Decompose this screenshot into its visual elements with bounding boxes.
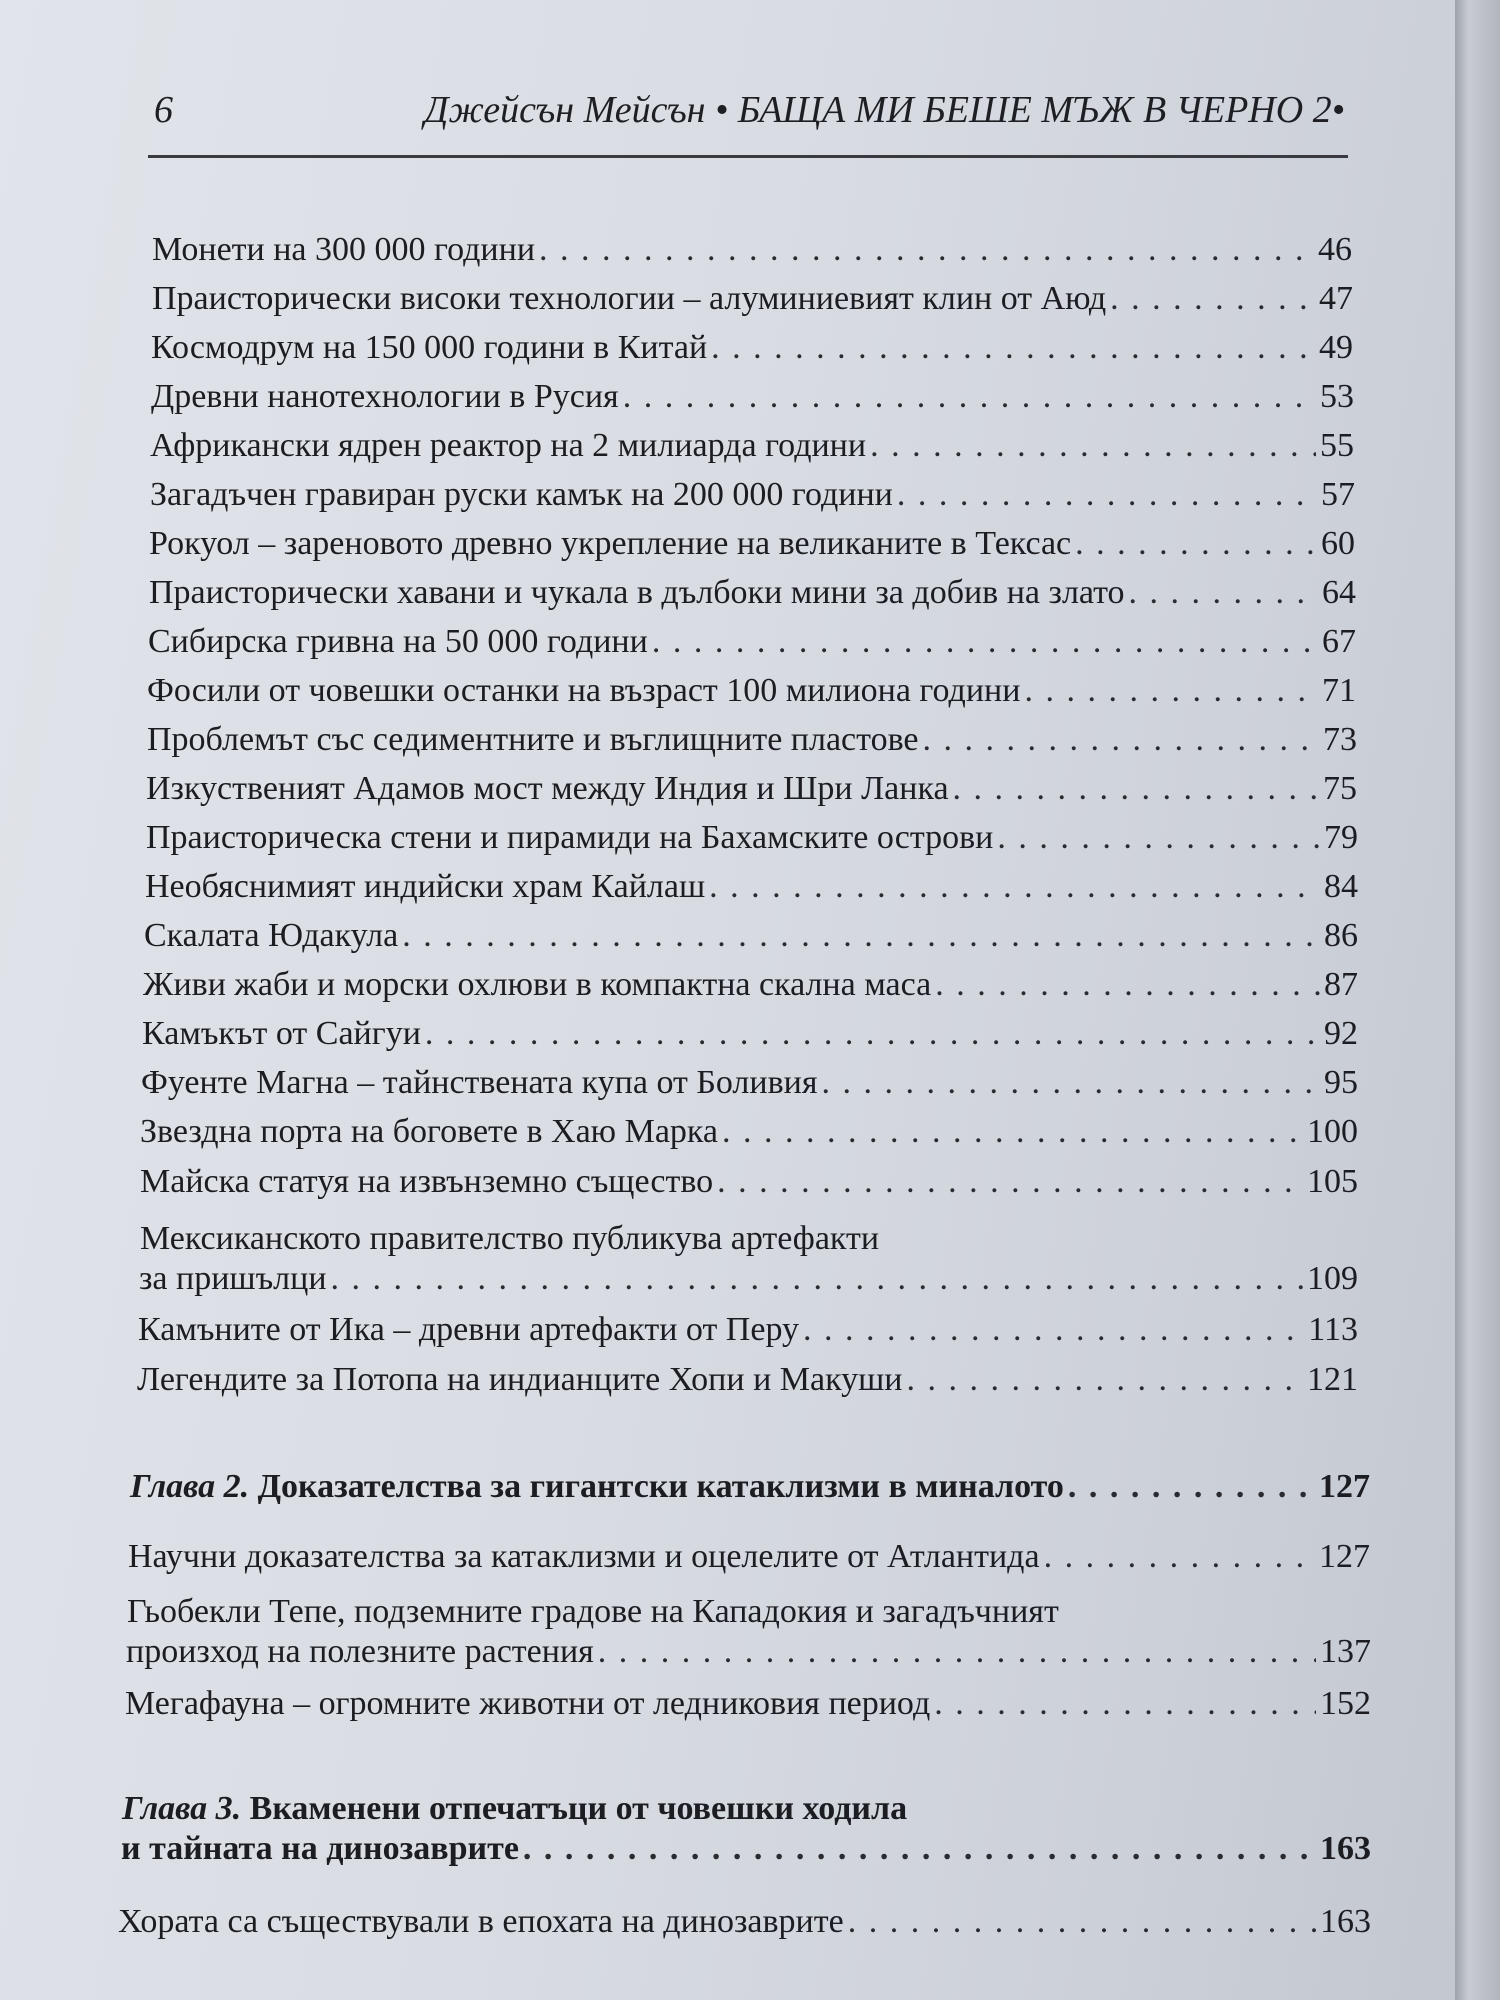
toc-entry-title: Камъкът от Сайгуи — [142, 1015, 421, 1052]
dot-leader — [1068, 1465, 1315, 1509]
toc-entry-title: Праисторически високи технологии – алуминиевият клин от Аюд — [152, 280, 1107, 317]
dot-leader — [709, 865, 1320, 909]
dot-leader — [1110, 277, 1315, 321]
chapter-3-page: 163 — [1320, 1830, 1371, 1867]
chapter-2-heading — [130, 1465, 1370, 1509]
toc-entry-page: 100 — [1307, 1113, 1358, 1150]
toc-entry-page: 113 — [1308, 1311, 1358, 1348]
toc-entry — [118, 1900, 1371, 1944]
toc-entry-page: 105 — [1307, 1163, 1358, 1200]
toc-entry-page: 71 — [1322, 672, 1356, 709]
toc-entry-title: Живи жаби и морски охлюви в компактна скална маса — [143, 966, 932, 1003]
chapter-3-title-line1: Вкаменени отпечатъци от човешки ходила — [249, 1790, 908, 1827]
dot-leader — [1044, 1535, 1315, 1579]
toc-entry-title: Рокуол – зареновото древно укрепление на великаните в Тексас — [149, 525, 1072, 562]
dot-leader — [923, 718, 1319, 762]
toc-entry-title: Проблемът със седиментните и въглищните пластове — [147, 721, 919, 758]
dot-leader — [821, 1061, 1320, 1105]
background-page-edge — [1455, 0, 1500, 2000]
toc-entry-page: 121 — [1307, 1361, 1358, 1398]
toc-entry-title: Африкански ядрен реактор на 2 милиарда години — [150, 427, 867, 464]
dot-leader — [848, 1900, 1316, 1944]
toc-entry-title-line1: Гьобекли Тепе, подземните градове на Кападокия и загадъчният — [127, 1593, 1059, 1630]
toc-entry — [142, 1012, 1358, 1056]
toc-entry — [137, 1358, 1358, 1402]
toc-entry-page: 152 — [1320, 1685, 1371, 1722]
dot-leader — [953, 767, 1319, 811]
toc-entry-page: 60 — [1321, 525, 1355, 562]
toc-entry — [152, 228, 1352, 272]
page-number: 6 — [154, 89, 173, 131]
toc-entry — [151, 375, 1354, 419]
toc-entry-page: 87 — [1324, 966, 1358, 1003]
running-title: Джейсън Мейсън • БАЩА МИ БЕШЕ МЪЖ В ЧЕРНО 2• — [424, 89, 1345, 131]
toc-entry-page: 57 — [1321, 476, 1355, 513]
chapter-3-heading-line1 — [122, 1787, 907, 1831]
toc-entry-title: Космодрум на 150 000 години в Китай — [151, 329, 708, 366]
dot-leader — [934, 1682, 1316, 1726]
toc-entry-page: 92 — [1324, 1015, 1358, 1052]
toc-entry — [147, 669, 1356, 713]
toc-entry — [140, 1110, 1358, 1154]
toc-entry — [145, 865, 1358, 909]
toc-entry-page: 163 — [1320, 1903, 1371, 1940]
toc-entry-title: Мегафауна – огромните животни от ледниковия период — [125, 1685, 931, 1722]
toc-entry-title: произход на полезните растения — [126, 1633, 594, 1670]
toc-entry-title: Скалата Юдакула — [144, 917, 399, 954]
toc-entry-page: 73 — [1323, 721, 1357, 758]
toc-entry-title: Камъните от Ика – древни артефакти от Перу — [138, 1311, 800, 1348]
toc-entry-page: 64 — [1322, 574, 1356, 611]
dot-leader — [897, 473, 1317, 517]
toc-entry-title: Праисторическа стени и пирамиди на Бахамските острови — [146, 819, 994, 856]
toc-entry — [138, 1308, 1358, 1352]
toc-entry-title: Изкуственият Адамов мост между Индия и Шри Ланка — [146, 770, 949, 807]
toc-entry-page: 75 — [1323, 770, 1357, 807]
dot-leader — [1129, 571, 1318, 615]
toc-entry-page: 95 — [1324, 1064, 1358, 1101]
chapter-3-heading — [121, 1827, 1371, 1871]
toc-entry — [151, 326, 1353, 370]
toc-entry-page: 49 — [1319, 329, 1353, 366]
toc-entry — [143, 963, 1358, 1007]
chapter-2-page: 127 — [1319, 1468, 1370, 1505]
dot-leader — [523, 1827, 1316, 1871]
dot-leader — [402, 914, 1320, 958]
dot-leader — [539, 228, 1314, 272]
toc-entry-title-line1: Мексиканското правителство публикува артефакти — [140, 1220, 880, 1257]
toc-entry — [152, 277, 1353, 321]
toc-entry-title: Научни доказателства за катаклизми и оцелелите от Атлантида — [128, 1538, 1040, 1575]
toc-entry-title: за пришълци — [139, 1260, 327, 1297]
toc-entry-title: Звездна порта на боговете в Хаю Марка — [140, 1113, 718, 1150]
toc-entry — [126, 1630, 1371, 1674]
chapter-2-title: Доказателства за гигантски катаклизми в миналото — [257, 1468, 1064, 1505]
dot-leader — [711, 326, 1315, 370]
toc-entry — [139, 1257, 1358, 1301]
dot-leader — [717, 1160, 1303, 1204]
dot-leader — [935, 963, 1320, 1007]
dot-leader — [1024, 669, 1318, 713]
chapter-3-label: Глава 3. — [122, 1790, 242, 1827]
toc-entry-title: Майска статуя на извънземно същество — [140, 1163, 714, 1200]
toc-entry-page: 46 — [1318, 231, 1352, 268]
dot-leader — [425, 1012, 1320, 1056]
toc-entry-title: Необяснимият индийски храм Кайлаш — [145, 868, 706, 905]
toc-entry — [149, 522, 1355, 566]
toc-entry-page: 84 — [1324, 868, 1358, 905]
toc-entry-title: Фуенте Магна – тайнствената купа от Боливия — [141, 1064, 818, 1101]
toc-entry-page: 53 — [1320, 378, 1354, 415]
toc-entry — [150, 424, 1354, 468]
toc-entry — [148, 620, 1356, 664]
toc-entry-title: Фосили от човешки останки на възраст 100 милиона години — [147, 672, 1021, 709]
toc-entry-title: Сибирска гривна на 50 000 години — [148, 623, 648, 660]
chapter-3-title: и тайната на динозаврите — [121, 1830, 519, 1867]
toc-entry — [141, 1061, 1358, 1105]
toc-entry-page: 109 — [1307, 1260, 1358, 1297]
toc-entry-title: Праисторически хавани и чукала в дълбоки мини за добив на злато — [149, 574, 1125, 611]
chapter-2-label: Глава 2. — [130, 1468, 250, 1505]
toc-entry-title: Загадъчен гравиран руски камък на 200 000 години — [150, 476, 893, 513]
toc-entry — [147, 718, 1357, 762]
dot-leader — [722, 1110, 1303, 1154]
toc-entry — [149, 571, 1356, 615]
toc-entry-title: Легендите за Потопа на индианците Хопи и Макуши — [137, 1361, 903, 1398]
dot-leader — [331, 1257, 1303, 1301]
dot-leader — [997, 816, 1320, 860]
toc-entry-page: 47 — [1319, 280, 1353, 317]
dot-leader — [623, 375, 1316, 419]
dot-leader — [598, 1630, 1316, 1674]
dot-leader — [803, 1308, 1304, 1352]
toc-entry — [144, 914, 1358, 958]
dot-leader — [652, 620, 1318, 664]
toc-entry — [140, 1160, 1358, 1204]
toc-entry — [128, 1535, 1370, 1579]
toc-entry-page: 55 — [1320, 427, 1354, 464]
toc-entry-page: 79 — [1324, 819, 1358, 856]
toc-entry-title: Древни нанотехнологии в Русия — [151, 378, 619, 415]
toc-entry — [146, 767, 1357, 811]
toc-entry-page: 67 — [1322, 623, 1356, 660]
dot-leader — [870, 424, 1316, 468]
toc-entry — [146, 816, 1358, 860]
toc-entry-page: 86 — [1324, 917, 1358, 954]
toc-entry-page: 137 — [1320, 1633, 1371, 1670]
dot-leader — [1075, 522, 1317, 566]
toc-entry — [125, 1682, 1371, 1726]
toc-entry — [150, 473, 1355, 517]
dot-leader — [907, 1358, 1304, 1402]
toc-entry-page: 127 — [1319, 1538, 1370, 1575]
toc-entry-title: Хората са съществували в епохата на динозаврите — [118, 1903, 844, 1940]
toc-entry-title: Монети на 300 000 години — [152, 231, 536, 268]
